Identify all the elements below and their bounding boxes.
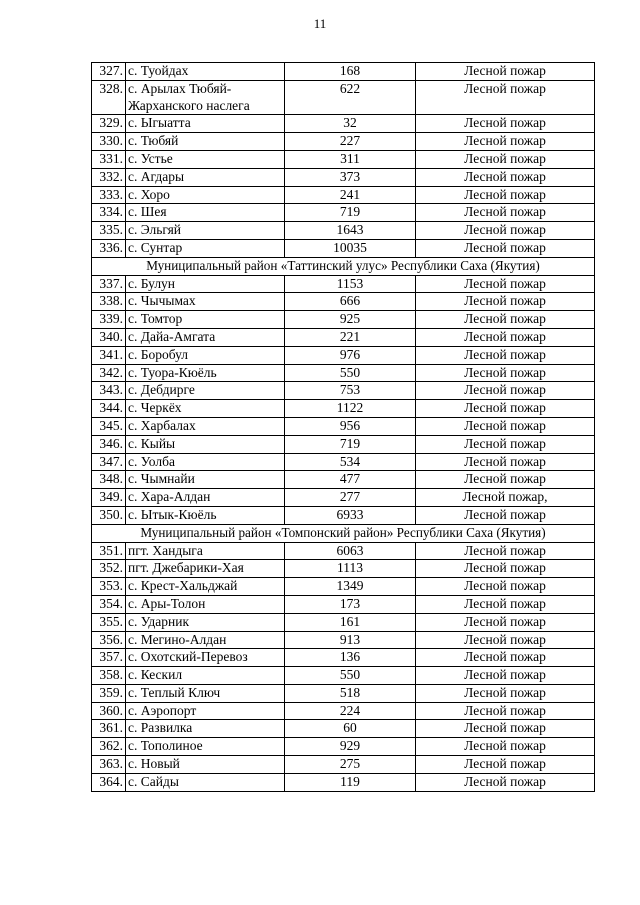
population: 275 bbox=[285, 756, 416, 774]
table-row bbox=[92, 115, 595, 133]
population: 173 bbox=[285, 595, 416, 613]
settlement-name: с. Дебдирге bbox=[126, 382, 285, 400]
table-row bbox=[92, 631, 595, 649]
population: 1349 bbox=[285, 578, 416, 596]
row-number: 353. bbox=[92, 578, 126, 596]
row-number: 344. bbox=[92, 400, 126, 418]
emergency-cause: Лесной пожар bbox=[416, 80, 595, 115]
table-row bbox=[92, 720, 595, 738]
settlement-name: с. Крест-Хальджай bbox=[126, 578, 285, 596]
row-number: 361. bbox=[92, 720, 126, 738]
row-number: 360. bbox=[92, 702, 126, 720]
table-row bbox=[92, 63, 595, 81]
settlement-name: с. Булун bbox=[126, 275, 285, 293]
population: 550 bbox=[285, 667, 416, 685]
emergency-cause: Лесной пожар bbox=[416, 364, 595, 382]
settlement-name: с. Ыгыатта bbox=[126, 115, 285, 133]
table-row bbox=[92, 560, 595, 578]
table-row bbox=[92, 80, 595, 115]
population: 60 bbox=[285, 720, 416, 738]
row-number: 363. bbox=[92, 756, 126, 774]
emergency-cause: Лесной пожар, bbox=[416, 489, 595, 507]
settlement-name: с. Томтор bbox=[126, 311, 285, 329]
population: 1153 bbox=[285, 275, 416, 293]
section-heading-row bbox=[92, 257, 595, 275]
table-body bbox=[92, 63, 595, 792]
settlement-name: с. Эльгяй bbox=[126, 222, 285, 240]
population: 956 bbox=[285, 417, 416, 435]
population: 168 bbox=[285, 63, 416, 81]
settlement-name: пгт. Хандыга bbox=[126, 542, 285, 560]
row-number: 334. bbox=[92, 204, 126, 222]
row-number: 328. bbox=[92, 80, 126, 115]
settlement-name: с. Кескил bbox=[126, 667, 285, 685]
row-number: 362. bbox=[92, 738, 126, 756]
settlement-name: с. Сайды bbox=[126, 773, 285, 791]
settlement-name: с. Ударник bbox=[126, 613, 285, 631]
table-row bbox=[92, 578, 595, 596]
table-row bbox=[92, 649, 595, 667]
row-number: 345. bbox=[92, 417, 126, 435]
row-number: 329. bbox=[92, 115, 126, 133]
settlement-name: с. Хара-Алдан bbox=[126, 489, 285, 507]
emergency-cause: Лесной пожар bbox=[416, 239, 595, 257]
table-row bbox=[92, 239, 595, 257]
emergency-cause: Лесной пожар bbox=[416, 595, 595, 613]
table-row bbox=[92, 346, 595, 364]
settlement-name: с. Туора-Кюёль bbox=[126, 364, 285, 382]
population: 719 bbox=[285, 435, 416, 453]
population: 666 bbox=[285, 293, 416, 311]
row-number: 355. bbox=[92, 613, 126, 631]
table-row bbox=[92, 684, 595, 702]
settlement-name: с. Агдары bbox=[126, 168, 285, 186]
emergency-cause: Лесной пожар bbox=[416, 613, 595, 631]
population: 373 bbox=[285, 168, 416, 186]
settlement-name: с. Черкёх bbox=[126, 400, 285, 418]
row-number: 335. bbox=[92, 222, 126, 240]
settlement-name: с. Уолба bbox=[126, 453, 285, 471]
emergency-cause: Лесной пожар bbox=[416, 471, 595, 489]
settlement-name: с. Теплый Ключ bbox=[126, 684, 285, 702]
emergency-cause: Лесной пожар bbox=[416, 667, 595, 685]
settlement-name: с. Боробул bbox=[126, 346, 285, 364]
table-row bbox=[92, 222, 595, 240]
population: 622 bbox=[285, 80, 416, 115]
population: 550 bbox=[285, 364, 416, 382]
emergency-cause: Лесной пожар bbox=[416, 382, 595, 400]
emergency-cause: Лесной пожар bbox=[416, 738, 595, 756]
emergency-cause: Лесной пожар bbox=[416, 328, 595, 346]
population: 719 bbox=[285, 204, 416, 222]
population: 277 bbox=[285, 489, 416, 507]
table-row bbox=[92, 489, 595, 507]
population: 6933 bbox=[285, 506, 416, 524]
emergency-cause: Лесной пожар bbox=[416, 756, 595, 774]
settlement-name: с. Ытык-Кюёль bbox=[126, 506, 285, 524]
population: 241 bbox=[285, 186, 416, 204]
table-row bbox=[92, 293, 595, 311]
row-number: 364. bbox=[92, 773, 126, 791]
row-number: 343. bbox=[92, 382, 126, 400]
emergency-cause: Лесной пожар bbox=[416, 222, 595, 240]
emergency-cause: Лесной пожар bbox=[416, 204, 595, 222]
population: 925 bbox=[285, 311, 416, 329]
population: 161 bbox=[285, 613, 416, 631]
emergency-cause: Лесной пожар bbox=[416, 542, 595, 560]
emergency-cause: Лесной пожар bbox=[416, 168, 595, 186]
table-row bbox=[92, 453, 595, 471]
emergency-cause: Лесной пожар bbox=[416, 453, 595, 471]
table-row bbox=[92, 773, 595, 791]
emergency-cause: Лесной пожар bbox=[416, 649, 595, 667]
table-row bbox=[92, 186, 595, 204]
table-row bbox=[92, 738, 595, 756]
row-number: 336. bbox=[92, 239, 126, 257]
table-row bbox=[92, 702, 595, 720]
row-number: 332. bbox=[92, 168, 126, 186]
row-number: 359. bbox=[92, 684, 126, 702]
table-row bbox=[92, 667, 595, 685]
settlement-name: пгт. Джебарики-Хая bbox=[126, 560, 285, 578]
table-row bbox=[92, 595, 595, 613]
population: 1643 bbox=[285, 222, 416, 240]
table-row bbox=[92, 542, 595, 560]
table-row bbox=[92, 400, 595, 418]
row-number: 331. bbox=[92, 150, 126, 168]
settlements-table bbox=[91, 62, 595, 792]
table-row bbox=[92, 311, 595, 329]
emergency-cause: Лесной пожар bbox=[416, 150, 595, 168]
row-number: 330. bbox=[92, 133, 126, 151]
row-number: 338. bbox=[92, 293, 126, 311]
emergency-cause: Лесной пожар bbox=[416, 560, 595, 578]
settlement-name: с. Кыйы bbox=[126, 435, 285, 453]
row-number: 337. bbox=[92, 275, 126, 293]
emergency-cause: Лесной пожар bbox=[416, 115, 595, 133]
table-row bbox=[92, 435, 595, 453]
population: 534 bbox=[285, 453, 416, 471]
table-row bbox=[92, 417, 595, 435]
table-row bbox=[92, 471, 595, 489]
population: 227 bbox=[285, 133, 416, 151]
population: 10035 bbox=[285, 239, 416, 257]
row-number: 358. bbox=[92, 667, 126, 685]
settlement-name: с. Новый bbox=[126, 756, 285, 774]
row-number: 354. bbox=[92, 595, 126, 613]
population: 753 bbox=[285, 382, 416, 400]
section-heading: Муниципальный район «Таттинский улус» Республики Саха (Якутия) bbox=[92, 257, 595, 275]
table-row bbox=[92, 506, 595, 524]
row-number: 349. bbox=[92, 489, 126, 507]
settlement-name: с. Тополиное bbox=[126, 738, 285, 756]
emergency-cause: Лесной пожар bbox=[416, 684, 595, 702]
emergency-cause: Лесной пожар bbox=[416, 631, 595, 649]
population: 224 bbox=[285, 702, 416, 720]
table-row bbox=[92, 756, 595, 774]
emergency-cause: Лесной пожар bbox=[416, 702, 595, 720]
emergency-cause: Лесной пожар bbox=[416, 346, 595, 364]
row-number: 339. bbox=[92, 311, 126, 329]
table-row bbox=[92, 150, 595, 168]
emergency-cause: Лесной пожар bbox=[416, 186, 595, 204]
population: 913 bbox=[285, 631, 416, 649]
emergency-cause: Лесной пожар bbox=[416, 293, 595, 311]
row-number: 347. bbox=[92, 453, 126, 471]
settlement-name: с. Устье bbox=[126, 150, 285, 168]
row-number: 333. bbox=[92, 186, 126, 204]
population: 929 bbox=[285, 738, 416, 756]
section-heading-row bbox=[92, 524, 595, 542]
row-number: 351. bbox=[92, 542, 126, 560]
settlement-name: с. Харбалах bbox=[126, 417, 285, 435]
table-row bbox=[92, 364, 595, 382]
population: 311 bbox=[285, 150, 416, 168]
emergency-cause: Лесной пожар bbox=[416, 400, 595, 418]
settlement-name: с. Тюбяй bbox=[126, 133, 285, 151]
population: 976 bbox=[285, 346, 416, 364]
settlement-name: с. Ары-Толон bbox=[126, 595, 285, 613]
settlement-name: с. Дайа-Амгата bbox=[126, 328, 285, 346]
row-number: 352. bbox=[92, 560, 126, 578]
row-number: 327. bbox=[92, 63, 126, 81]
settlement-name: с. Развилка bbox=[126, 720, 285, 738]
table-row bbox=[92, 382, 595, 400]
settlement-name: с. Чымнайи bbox=[126, 471, 285, 489]
population: 32 bbox=[285, 115, 416, 133]
population: 518 bbox=[285, 684, 416, 702]
settlement-name: с. Сунтар bbox=[126, 239, 285, 257]
row-number: 348. bbox=[92, 471, 126, 489]
section-heading: Муниципальный район «Томпонский район» Республики Саха (Якутия) bbox=[92, 524, 595, 542]
settlement-name: с. Чычымах bbox=[126, 293, 285, 311]
emergency-cause: Лесной пожар bbox=[416, 435, 595, 453]
table-row bbox=[92, 613, 595, 631]
page-number: 11 bbox=[313, 16, 327, 31]
settlement-name: с. Хоро bbox=[126, 186, 285, 204]
table-row bbox=[92, 275, 595, 293]
population: 119 bbox=[285, 773, 416, 791]
row-number: 356. bbox=[92, 631, 126, 649]
settlement-name: с. Туойдах bbox=[126, 63, 285, 81]
emergency-cause: Лесной пожар bbox=[416, 311, 595, 329]
settlement-name: с. Арылах Тюбяй-Жарханского наслега bbox=[126, 80, 285, 115]
emergency-cause: Лесной пожар bbox=[416, 506, 595, 524]
row-number: 357. bbox=[92, 649, 126, 667]
table-row bbox=[92, 133, 595, 151]
emergency-cause: Лесной пожар bbox=[416, 417, 595, 435]
emergency-cause: Лесной пожар bbox=[416, 63, 595, 81]
emergency-cause: Лесной пожар bbox=[416, 720, 595, 738]
emergency-cause: Лесной пожар bbox=[416, 275, 595, 293]
settlement-name: с. Шея bbox=[126, 204, 285, 222]
settlement-name: с. Охотский-Перевоз bbox=[126, 649, 285, 667]
emergency-cause: Лесной пожар bbox=[416, 773, 595, 791]
population: 136 bbox=[285, 649, 416, 667]
table-row bbox=[92, 328, 595, 346]
row-number: 350. bbox=[92, 506, 126, 524]
population: 1113 bbox=[285, 560, 416, 578]
emergency-cause: Лесной пожар bbox=[416, 578, 595, 596]
row-number: 341. bbox=[92, 346, 126, 364]
table-row bbox=[92, 168, 595, 186]
row-number: 340. bbox=[92, 328, 126, 346]
settlement-name: с. Аэропорт bbox=[126, 702, 285, 720]
population: 477 bbox=[285, 471, 416, 489]
population: 1122 bbox=[285, 400, 416, 418]
population: 6063 bbox=[285, 542, 416, 560]
table-row bbox=[92, 204, 595, 222]
row-number: 342. bbox=[92, 364, 126, 382]
settlement-name: с. Мегино-Алдан bbox=[126, 631, 285, 649]
row-number: 346. bbox=[92, 435, 126, 453]
population: 221 bbox=[285, 328, 416, 346]
emergency-cause: Лесной пожар bbox=[416, 133, 595, 151]
